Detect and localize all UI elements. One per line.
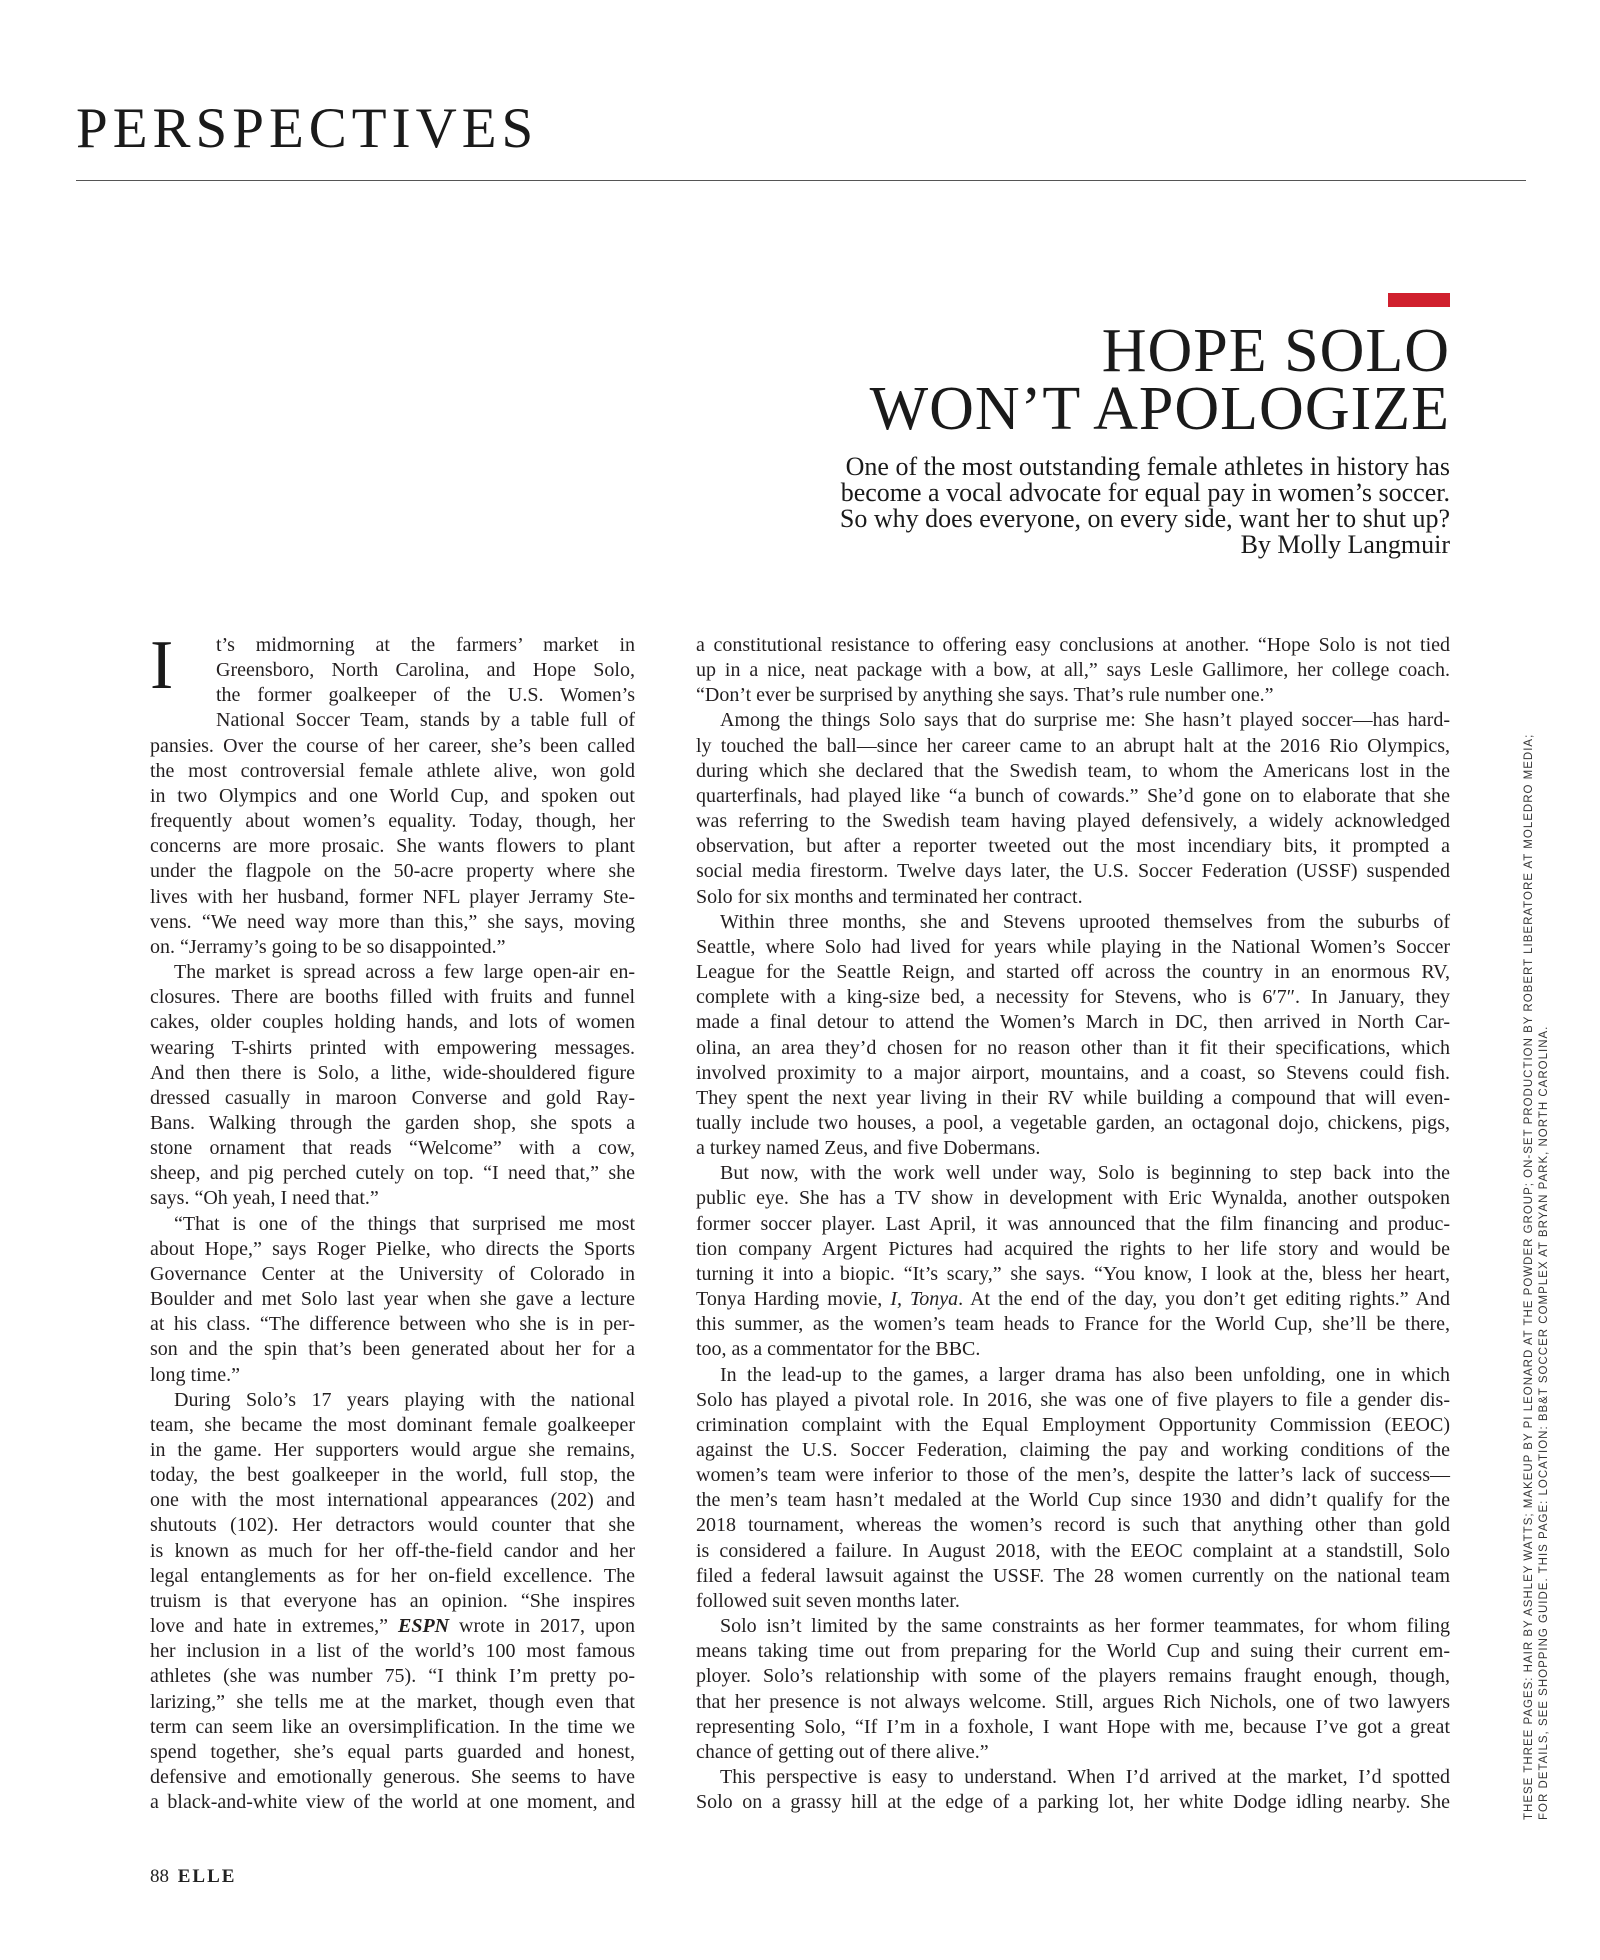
body-text-line	[150, 759, 635, 784]
body-text-line	[696, 1488, 1450, 1513]
body-text: the most controversial female athlete alive, won gold	[150, 759, 635, 782]
drop-cap: I	[150, 627, 174, 704]
body-text-line	[150, 834, 635, 859]
body-text-line	[150, 1086, 635, 1111]
body-text-line	[150, 1589, 635, 1614]
body-text: about Hope,” says Roger Pielke, who directs the Sports	[150, 1237, 635, 1260]
body-text: during which she declared that the Swedish team, to whom the Americans lost in the	[696, 759, 1450, 782]
body-text: love and hate in extremes,” ESPN wrote in 2017, upon	[150, 1615, 635, 1638]
body-text: a turkey named Zeus, and five Dobermans.	[696, 1137, 1041, 1160]
body-text: vens. “We need way more than this,” she says, moving	[150, 910, 635, 933]
body-text-line	[150, 1237, 635, 1262]
body-text-line	[150, 1740, 635, 1765]
body-text: today, the best goalkeeper in the world, full stop, the	[150, 1464, 635, 1487]
body-text: sheep, and pig perched cutely on top. “I need that,” she	[150, 1162, 635, 1185]
body-text-line	[696, 1388, 1450, 1413]
body-text: During Solo’s 17 years playing with the national	[174, 1388, 635, 1411]
body-text-line	[150, 1539, 635, 1564]
body-text-line	[696, 985, 1450, 1010]
body-text: t’s midmorning at the farmers’ market in	[216, 634, 635, 656]
body-text-line	[150, 885, 635, 910]
body-text: on. “Jerramy’s going to be so disappointed.”	[150, 935, 506, 958]
body-text: defensive and emotionally generous. She seems to have	[150, 1766, 635, 1789]
photo-credit	[1522, 734, 1552, 1820]
body-text-line	[150, 633, 635, 658]
body-text: son and the spin that’s been generated about her for a	[150, 1338, 635, 1361]
body-text: filed a federal lawsuit against the USSF. The 28 women currently on the national team	[696, 1564, 1450, 1587]
body-text: this summer, as the women’s team heads to France for the World Cup, she’ll be there,	[696, 1313, 1450, 1336]
body-text: says. “Oh yeah, I need that.”	[150, 1187, 379, 1210]
body-text-line	[150, 935, 635, 960]
body-text: term can seem like an oversimplification. In the time we	[150, 1715, 635, 1738]
body-text: too, as a commentator for the BBC.	[696, 1338, 981, 1361]
body-text-line	[150, 734, 635, 759]
body-text: social media firestorm. Twelve days later, the U.S. Soccer Federation (USSF) suspended	[696, 860, 1450, 883]
body-text-line	[150, 708, 635, 733]
body-text: Tonya Harding movie, I, Tonya. At the end of the day, you don’t get editing rights.” And	[696, 1288, 1450, 1311]
body-text-line	[150, 658, 635, 683]
body-text-line	[150, 859, 635, 884]
body-text: at his class. “The difference between who she is in per-	[150, 1313, 635, 1336]
body-text-line	[150, 1061, 635, 1086]
body-text-line	[150, 1614, 635, 1639]
body-text-line	[150, 1212, 635, 1237]
body-text-line	[696, 1765, 1450, 1790]
body-text-line	[696, 1614, 1450, 1639]
body-text-line	[696, 1690, 1450, 1715]
body-text: In the lead-up to the games, a larger drama has also been unfolding, one in which	[720, 1363, 1450, 1386]
body-text: dressed casually in maroon Converse and gold Ray-	[150, 1086, 635, 1109]
photo-credit-line-1: THESE THREE PAGES: HAIR BY ASHLEY WATTS; MAKEUP BY PI LEONARD AT THE POWDER GROUP; ON-SET PRODUCTION BY ROBERT LIBERATORE AT MOLEDRO MEDIA;	[1523, 733, 1535, 1820]
body-text: crimination complaint with the Equal Employment Opportunity Commission (EEOC)	[696, 1413, 1450, 1436]
body-text-line	[150, 1287, 635, 1312]
body-text: olina, an area they’d chosen for no reason other than it fit their specifications, which	[696, 1036, 1450, 1059]
body-text-line	[696, 809, 1450, 834]
body-text-line	[150, 1262, 635, 1287]
body-text-line	[150, 1438, 635, 1463]
body-text-line	[696, 1589, 1450, 1614]
headline	[869, 317, 1450, 443]
header-divider	[76, 180, 1526, 181]
body-text-line	[696, 1111, 1450, 1136]
body-text: made a final detour to attend the Women’s March in DC, then arrived in North Car-	[696, 1011, 1450, 1034]
body-text-line	[696, 834, 1450, 859]
photo-credit-line-2: FOR DETAILS, SEE SHOPPING GUIDE. THIS PAGE: LOCATION: BB&T SOCCER COMPLEX AT BRYAN PARK, NORTH CAROLINA.	[1538, 1025, 1550, 1820]
body-text: public eye. She has a TV show in development with Eric Wynalda, another outspoken	[696, 1187, 1450, 1210]
body-text: under the flagpole on the 50-acre property where she	[150, 860, 635, 883]
body-text: that her presence is not always welcome. Still, argues Rich Nichols, one of two lawyers	[696, 1690, 1450, 1713]
body-text-line	[696, 1061, 1450, 1086]
body-text: ly touched the ball—since her career came to an abrupt halt at the 2016 Rio Olympics,	[696, 734, 1450, 757]
body-text: The market is spread across a few large open-air en-	[174, 961, 635, 984]
body-text: Greensboro, North Carolina, and Hope Solo,	[216, 659, 635, 682]
body-text-line	[150, 1136, 635, 1161]
body-text: representing Solo, “If I’m in a foxhole, I want Hope with me, because I’ve got a great	[696, 1715, 1450, 1738]
body-text: a black-and-white view of the world at one moment, and	[150, 1791, 635, 1814]
body-text-line	[696, 1513, 1450, 1538]
body-text-line	[696, 1740, 1450, 1765]
body-text-line	[696, 1262, 1450, 1287]
body-text: frequently about women’s equality. Today, though, her	[150, 810, 635, 833]
body-text: the former goalkeeper of the U.S. Women’s	[216, 684, 635, 707]
body-text: means taking time out from preparing for the World Cup and suing their current em-	[696, 1640, 1450, 1663]
body-text-line	[696, 1287, 1450, 1312]
body-text: long time.”	[150, 1363, 240, 1386]
body-text-line	[150, 1111, 635, 1136]
folio	[150, 1866, 236, 1888]
body-text: League for the Seattle Reign, and started off across the country in an enormous RV,	[696, 961, 1450, 984]
body-text-line	[696, 1564, 1450, 1589]
body-text-line	[150, 1463, 635, 1488]
body-text-line	[696, 859, 1450, 884]
body-text: “Don’t ever be surprised by anything she says. That’s rule number one.”	[696, 684, 1274, 707]
body-text: Solo has played a pivotal role. In 2016, she was one of five players to file a gender dis-	[696, 1388, 1450, 1411]
body-text: National Soccer Team, stands by a table full of	[216, 709, 635, 732]
body-text: truism is that everyone has an opinion. “She inspires	[150, 1589, 635, 1612]
body-text-line	[696, 1413, 1450, 1438]
body-text-line	[696, 1237, 1450, 1262]
body-text: Solo on a grassy hill at the edge of a parking lot, her white Dodge idling nearby. She	[696, 1791, 1450, 1814]
body-text-line	[150, 683, 635, 708]
body-text-line	[150, 1664, 635, 1689]
body-text: This perspective is easy to understand. When I’d arrived at the market, I’d spotted	[720, 1766, 1450, 1789]
body-text-line	[150, 1413, 635, 1438]
body-text: Bans. Walking through the garden shop, she spots a	[150, 1111, 635, 1134]
dek: One of the most outstanding female athletes in history has become a vocal advocate for equal pay in women’s soccer. So why does everyone, on every side, want her to shut up? By Molly Langmuir	[839, 452, 1450, 559]
body-text: women’s team were inferior to those of the men’s, despite the latter’s lack of success—	[696, 1464, 1450, 1487]
body-text: is considered a failure. In August 2018, with the EEOC complaint at a standstill, Solo	[696, 1539, 1450, 1562]
body-text-line	[150, 1765, 635, 1790]
body-text-line	[696, 1438, 1450, 1463]
magazine-name: ELLE	[177, 1866, 237, 1887]
body-text: turning it into a biopic. “It’s scary,” she says. “You know, I look at the, bless her heart,	[696, 1262, 1450, 1285]
body-text: closures. There are booths filled with fruits and funnel	[150, 986, 635, 1009]
body-text-line	[150, 910, 635, 935]
body-text-line	[150, 985, 635, 1010]
body-text-line	[150, 960, 635, 985]
body-text: legal entanglements as for her on-field excellence. The	[150, 1564, 635, 1587]
body-text-line	[696, 1010, 1450, 1035]
body-text: the men’s team hasn’t medaled at the World Cup since 1930 and didn’t qualify for the	[696, 1489, 1450, 1512]
body-text-line	[696, 1337, 1450, 1362]
body-text-line	[150, 1564, 635, 1589]
body-text-line	[150, 1312, 635, 1337]
body-text: shutouts (102). Her detractors would counter that she	[150, 1514, 635, 1537]
section-title: PERSPECTIVES	[76, 97, 539, 160]
body-text-line	[696, 1639, 1450, 1664]
body-text: spend together, she’s equal parts guarded and honest,	[150, 1740, 635, 1763]
body-text-line	[696, 1161, 1450, 1186]
body-text-line	[150, 1337, 635, 1362]
body-text-line	[696, 1363, 1450, 1388]
body-text: cakes, older couples holding hands, and lots of women	[150, 1011, 635, 1034]
body-text-line	[696, 1790, 1450, 1815]
body-text: Governance Center at the University of Colorado in	[150, 1262, 635, 1285]
body-text-line	[696, 885, 1450, 910]
body-text: up in a nice, neat package with a bow, at all,” says Lesle Gallimore, her college coach.	[696, 659, 1450, 682]
body-text-line	[696, 759, 1450, 784]
body-text-line	[696, 1036, 1450, 1061]
body-text-line	[150, 1186, 635, 1211]
body-text: in two Olympics and one World Cup, and spoken out	[150, 784, 635, 807]
body-text-line	[696, 1212, 1450, 1237]
accent-bar	[1388, 293, 1450, 307]
body-text: quarterfinals, had played like “a bunch of cowards.” She’d gone on to elaborate that she	[696, 784, 1450, 807]
body-text: wearing T-shirts printed with empowering messages.	[150, 1036, 635, 1059]
headline-line-1: HOPE SOLO	[1101, 317, 1450, 385]
body-text: stone ornament that reads “Welcome” with a cow,	[150, 1137, 635, 1160]
body-text-line	[696, 708, 1450, 733]
body-text: tion company Argent Pictures had acquired the rights to her life story and would be	[696, 1237, 1450, 1260]
body-text: But now, with the work well under way, Solo is beginning to step back into the	[720, 1162, 1450, 1185]
body-text: lives with her husband, former NFL player Jerramy Ste-	[150, 885, 635, 908]
body-text-line	[696, 1186, 1450, 1211]
body-text-line	[696, 1664, 1450, 1689]
italic-text: ESPN	[397, 1615, 450, 1638]
body-text: Seattle, where Solo had lived for years while playing in the National Women’s Soccer	[696, 935, 1450, 958]
body-text-line	[696, 658, 1450, 683]
body-text: is known as much for her off-the-field candor and her	[150, 1539, 635, 1562]
body-text-line	[150, 784, 635, 809]
body-text: ployer. Solo’s relationship with some of the players remains fraught enough, though,	[696, 1665, 1450, 1688]
body-text-line	[696, 1539, 1450, 1564]
body-text: tually include two houses, a pool, a vegetable garden, an octagonal dojo, chickens, pigs,	[696, 1111, 1450, 1134]
body-text-line	[150, 1488, 635, 1513]
body-text: in the game. Her supporters would argue she remains,	[150, 1439, 635, 1461]
body-text-line	[696, 935, 1450, 960]
body-text: Solo isn’t limited by the same constraints as her former teammates, for whom filing	[720, 1615, 1450, 1638]
page-number: 88	[150, 1866, 169, 1887]
body-text: team, she became the most dominant female goalkeeper	[150, 1413, 635, 1436]
body-text: observation, but after a reporter tweeted out the most incendiary bits, it prompted a	[696, 835, 1450, 858]
body-text-line	[150, 1715, 635, 1740]
body-text-line	[150, 1161, 635, 1186]
body-text-line	[696, 734, 1450, 759]
body-text-line	[696, 633, 1450, 658]
body-text-line	[150, 1036, 635, 1061]
body-text: And then there is Solo, a lithe, wide-shouldered figure	[150, 1061, 635, 1084]
body-text-line	[150, 1010, 635, 1035]
body-text-line	[150, 1513, 635, 1538]
body-text: They spent the next year living in their RV while building a compound that will even-	[696, 1086, 1450, 1109]
body-text: a constitutional resistance to offering easy conclusions at another. “Hope Solo is not tied	[696, 634, 1450, 656]
body-text-line	[696, 1312, 1450, 1337]
body-column-right	[696, 633, 1450, 1815]
headline-line-2: WON’T APOLOGIZE	[869, 375, 1450, 443]
body-text-line	[696, 1136, 1450, 1161]
body-text-line	[696, 1463, 1450, 1488]
body-text: Boulder and met Solo last year when she gave a lecture	[150, 1288, 635, 1311]
body-text: against the U.S. Soccer Federation, claiming the pay and working conditions of the	[696, 1439, 1450, 1461]
body-text: complete with a king-size bed, a necessity for Stevens, who is 6′7″. In January, they	[696, 986, 1450, 1009]
body-text-line	[150, 1639, 635, 1664]
body-text-line	[150, 1690, 635, 1715]
body-text: Among the things Solo says that do surprise me: She hasn’t played soccer—has hard-	[720, 709, 1450, 732]
body-text-line	[696, 683, 1450, 708]
body-text-line	[150, 1363, 635, 1388]
body-text: former soccer player. Last April, it was announced that the film financing and produc-	[696, 1212, 1450, 1235]
body-text-line	[150, 809, 635, 834]
body-text: pansies. Over the course of her career, she’s been called	[150, 734, 635, 757]
body-text-line	[696, 1086, 1450, 1111]
body-text: Within three months, she and Stevens uprooted themselves from the suburbs of	[720, 910, 1450, 933]
body-text: chance of getting out of there alive.”	[696, 1740, 989, 1763]
italic-text: I, Tonya	[890, 1288, 959, 1311]
body-text: her inclusion in a list of the world’s 100 most famous	[150, 1640, 635, 1663]
body-text: was referring to the Swedish team having played defensively, a widely acknowledged	[696, 810, 1450, 833]
body-text: Solo for six months and terminated her contract.	[696, 885, 1083, 908]
body-text: 2018 tournament, whereas the women’s record is such that anything other than gold	[696, 1514, 1450, 1537]
body-text: athletes (she was number 75). “I think I’m pretty po-	[150, 1665, 635, 1688]
body-text-line	[696, 784, 1450, 809]
body-text: followed suit seven months later.	[696, 1589, 960, 1612]
body-text-line	[696, 1715, 1450, 1740]
body-text-line	[150, 1790, 635, 1815]
body-text: concerns are more prosaic. She wants flowers to plant	[150, 835, 635, 858]
body-text: one with the most international appearances (202) and	[150, 1489, 635, 1512]
body-text-line	[150, 1388, 635, 1413]
body-text: larizing,” she tells me at the market, though even that	[150, 1690, 635, 1713]
body-text-line	[696, 910, 1450, 935]
body-column-left	[150, 627, 635, 1815]
body-text-line	[696, 960, 1450, 985]
body-text: involved proximity to a major airport, mountains, and a coast, so Stevens could fish.	[696, 1061, 1450, 1084]
body-text: “That is one of the things that surprised me most	[174, 1212, 635, 1235]
